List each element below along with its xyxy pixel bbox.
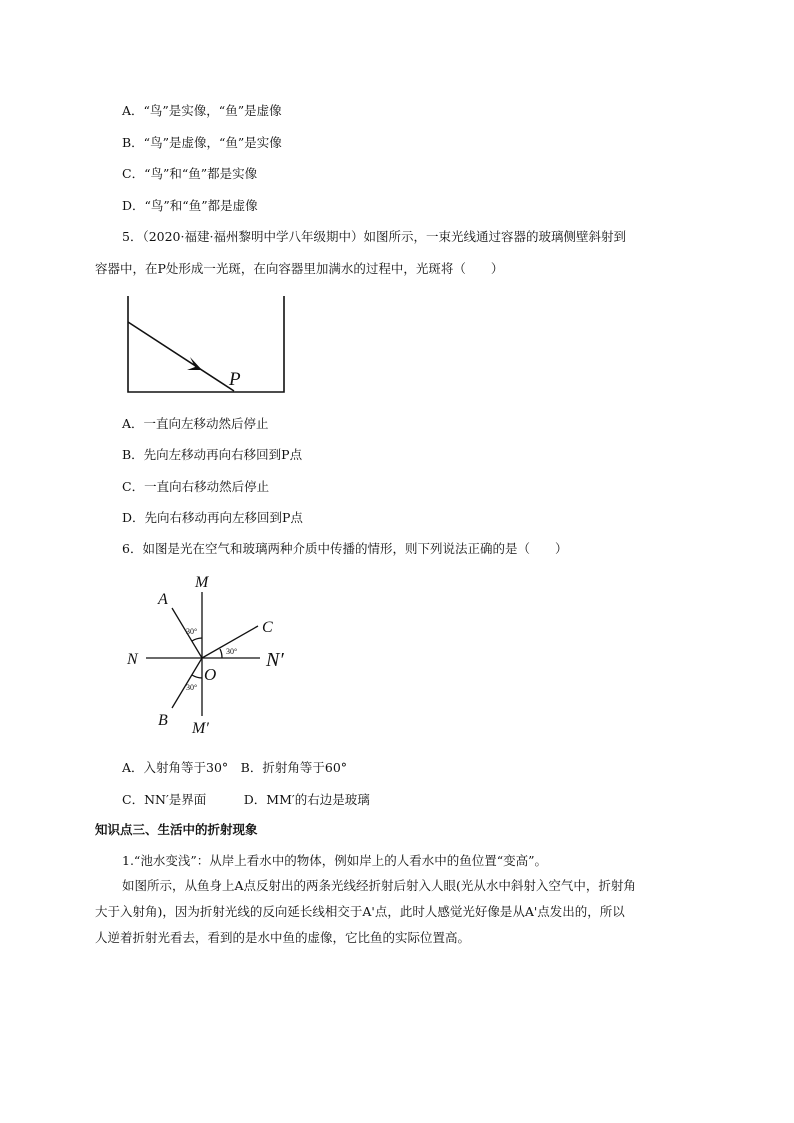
q4-option-a: A．“鸟”是实像，“鱼”是虚像 bbox=[122, 103, 282, 118]
q5-option-d: D．先向右移动再向左移回到P点 bbox=[122, 510, 303, 525]
section3-para-line3: 人逆着折射光看去，看到的是水中鱼的虚像，它比鱼的实际位置高。 bbox=[95, 930, 471, 945]
label-n: N bbox=[127, 651, 138, 668]
arc-bottom bbox=[192, 675, 202, 678]
label-c: C bbox=[262, 619, 273, 636]
label-angle-right: 30° bbox=[226, 647, 238, 656]
q5-stem-line2: 容器中，在P处形成一光斑，在向容器里加满水的过程中，光斑将（ ） bbox=[95, 261, 504, 276]
label-m: M bbox=[195, 574, 209, 591]
q5-option-c: C．一直向右移动然后停止 bbox=[122, 479, 270, 494]
arc-right bbox=[220, 649, 222, 658]
section3-item1-title: 1.“池水变浅”：从岸上看水中的物体，例如岸上的人看水中的鱼位置“变高”。 bbox=[122, 853, 547, 868]
q6-options-line2: C．NN′是界面 D．MM′的右边是玻璃 bbox=[122, 792, 370, 807]
label-b: B bbox=[158, 712, 168, 729]
label-m-prime: M′ bbox=[192, 720, 209, 737]
q4-option-d: D．“鸟”和“鱼”都是虚像 bbox=[122, 198, 258, 213]
label-p: P bbox=[229, 369, 241, 390]
q4-option-b: B．“鸟”是虚像，“鱼”是实像 bbox=[122, 135, 282, 150]
q6-options-line1: A．入射角等于30° B．折射角等于60° bbox=[122, 760, 348, 775]
label-angle-top: 30° bbox=[186, 627, 198, 636]
q4-option-c: C．“鸟”和“鱼”都是实像 bbox=[122, 166, 258, 181]
label-n-prime: N′ bbox=[266, 649, 284, 671]
label-angle-bottom: 30° bbox=[186, 683, 198, 692]
section3-heading: 知识点三、生活中的折射现象 bbox=[95, 822, 258, 837]
label-o: O bbox=[204, 665, 217, 684]
label-a: A bbox=[158, 591, 168, 608]
arc-top bbox=[192, 638, 202, 641]
q5-option-a: A．一直向左移动然后停止 bbox=[122, 416, 269, 431]
section3-para-line2: 大于入射角)，因为折射光线的反向延长线相交于A'点，此时人感觉光好像是从A'点发出的，所以 bbox=[95, 904, 625, 919]
section3-para-line1: 如图所示，从鱼身上A点反射出的两条光线经折射后射入人眼(光从水中斜射入空气中，折射角 bbox=[122, 878, 636, 893]
q5-option-b: B．先向左移动再向右移回到P点 bbox=[122, 447, 303, 462]
q6-stem: 6．如图是光在空气和玻璃两种介质中传播的情形，则下列说法正确的是（ ） bbox=[122, 541, 568, 556]
q5-stem-line1: 5．（2020·福建·福州黎明中学八年级期中）如图所示，一束光线通过容器的玻璃侧壁斜射到 bbox=[122, 229, 626, 244]
